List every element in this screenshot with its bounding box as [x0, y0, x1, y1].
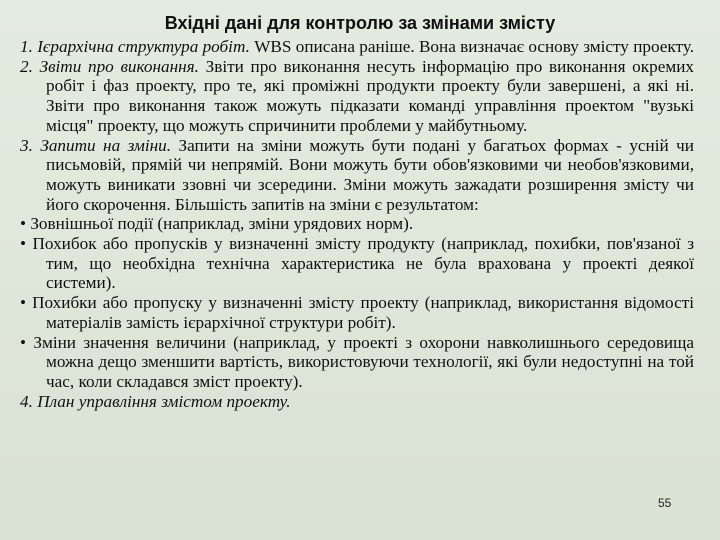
paragraph-lead: 1. Ієрархічна структура робіт.	[20, 37, 250, 56]
bullet-text: • Зовнішньої події (наприклад, зміни урядових норм).	[20, 214, 414, 234]
bullet-project-scope-errors	[20, 293, 694, 332]
paragraph-text: WBS описана раніше. Вона визначає основу змісту проекту.	[249, 37, 694, 56]
paragraph-scope-management-plan	[20, 392, 694, 412]
paragraph-wbs	[20, 37, 694, 57]
paragraph-change-requests	[20, 136, 694, 215]
paragraph-text: Запити на зміни можуть бути подані у багатьох формах - усній чи письмовій, прямій чи непрямій. Вони можуть бути обов'язковими чи необов'язковими, можуть виникати ззовні чи зсередини. Зміни можуть зажадати розширення змісту чи його скорочення. Більшість запитів на зміни є результатом:	[46, 135, 694, 214]
bullet-external-event	[20, 214, 694, 234]
bullet-value-change	[20, 333, 694, 392]
paragraph-lead: 4. План управління змістом проекту.	[20, 391, 291, 411]
paragraph-lead: 3. Запити на зміни.	[20, 135, 172, 155]
page-number: 55	[658, 496, 672, 510]
slide-body	[20, 37, 694, 411]
bullet-text: • Похибок або пропусків у визначенні змісту продукту (наприклад, похибки, пов'язаної з тим, що необхідна технічна характеристика не була врахована у проекті деякої системи).	[20, 234, 694, 293]
bullet-text: • Зміни значення величини (наприклад, у проекті з охорони навколишнього середовища можна дещо зменшити вартість, використовуючи технології, які були недоступні на той час, коли складався зміст проекту).	[20, 332, 694, 391]
bullet-text: • Похибки або пропуску у визначенні змісту проекту (наприклад, використання відомості матеріалів замість ієрархічної структури робіт).	[20, 293, 694, 332]
paragraph-lead: 2. Звіти про виконання.	[20, 56, 199, 76]
paragraph-performance-reports	[20, 57, 694, 136]
slide-title: Вхідні дані для контролю за змінами змісту	[164, 13, 556, 33]
paragraph-text: Звіти про виконання несуть інформацію про виконання окремих робіт і фаз проекту, про те, які проміжні продукти проекту були завершені, а які ні. Звіти про виконання також можуть підказати команді управління проектом "вузькі місця" проекту, що можуть спричинити проблеми у майбутньому.	[46, 56, 694, 135]
bullet-product-scope-errors	[20, 234, 694, 293]
